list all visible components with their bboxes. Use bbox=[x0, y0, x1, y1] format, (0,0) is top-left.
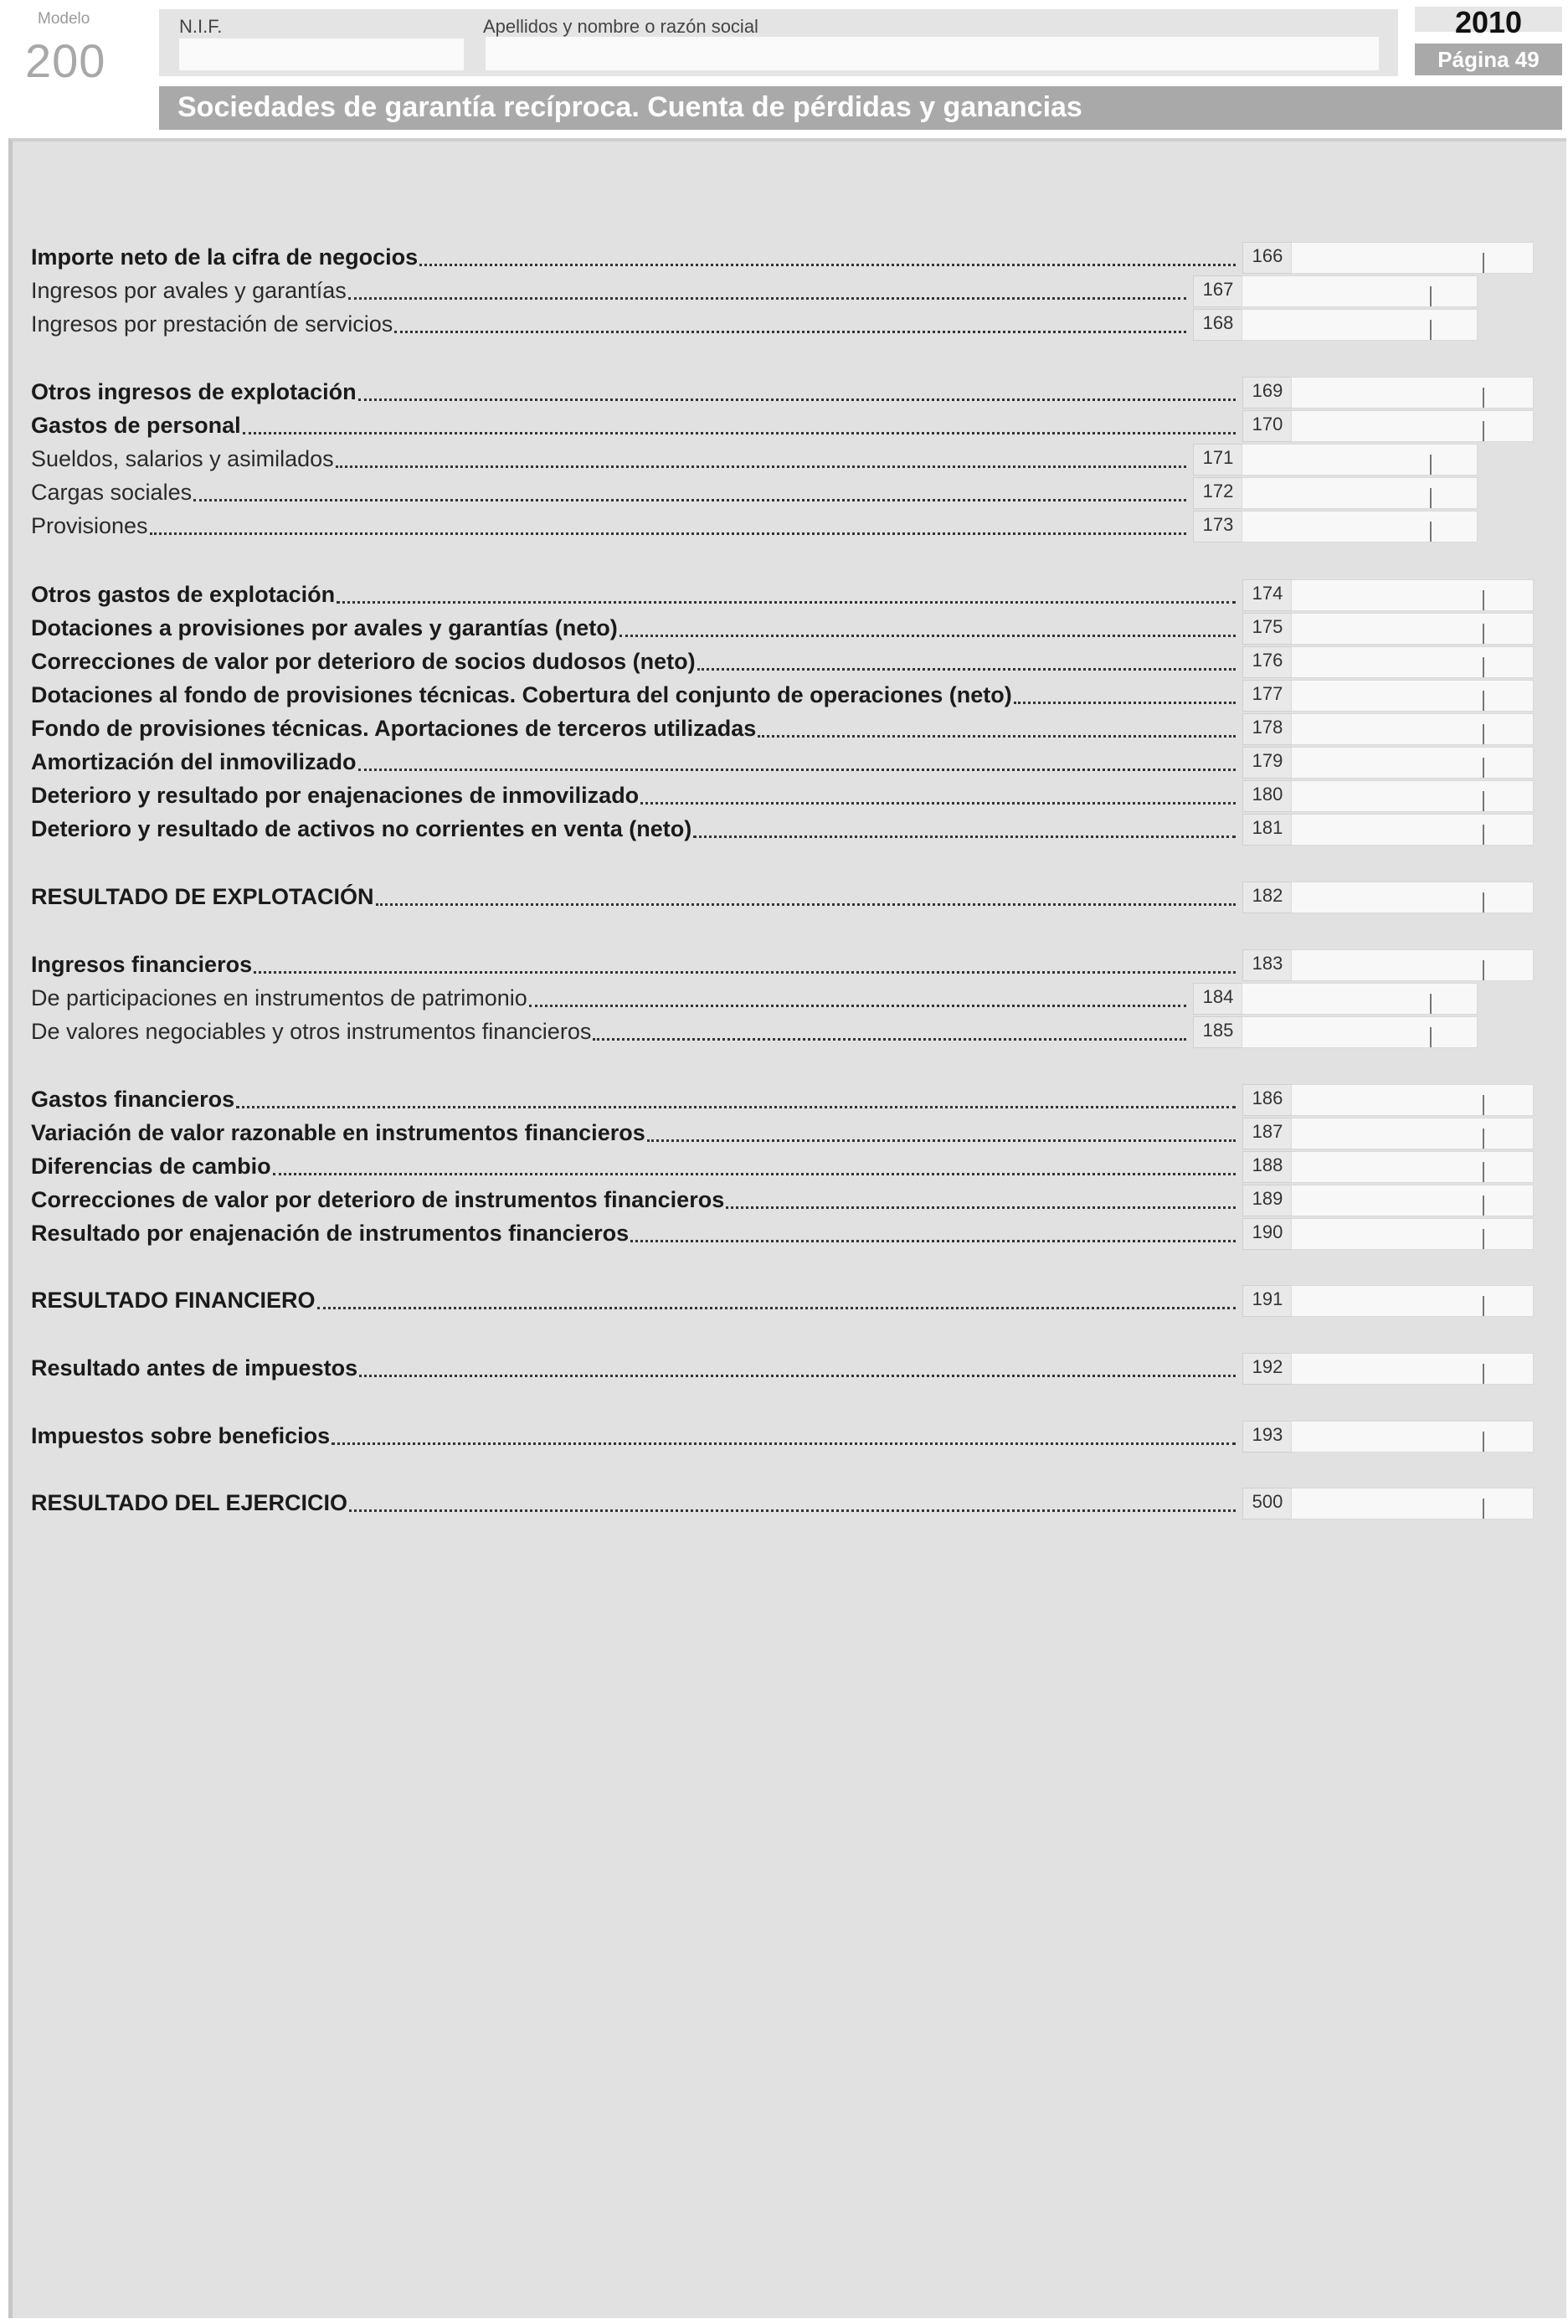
leader-dots bbox=[358, 769, 1236, 771]
box-code: 188 bbox=[1242, 1151, 1293, 1183]
amount-field-192[interactable] bbox=[1291, 1353, 1534, 1385]
amount-field-171[interactable] bbox=[1242, 444, 1478, 476]
row-label: De participaciones en instrumentos de patrimonio bbox=[31, 985, 527, 1010]
decimal-separator-mark bbox=[1483, 421, 1484, 441]
row-label: Fondo de provisiones técnicas. Aportaciones de terceros utilizadas bbox=[31, 716, 757, 741]
form-row-179 bbox=[13, 747, 1566, 777]
form-row-177 bbox=[13, 680, 1566, 710]
decimal-separator-mark bbox=[1483, 1432, 1484, 1452]
box-code: 167 bbox=[1193, 275, 1243, 307]
leader-dots bbox=[376, 903, 1236, 906]
form-row-172 bbox=[13, 477, 1566, 507]
row-label-wrap bbox=[31, 1185, 1236, 1215]
leader-dots bbox=[348, 297, 1186, 300]
amount-field-172[interactable] bbox=[1242, 477, 1478, 509]
leader-dots bbox=[619, 635, 1236, 637]
row-label: Otros ingresos de explotación bbox=[31, 379, 357, 404]
form-row-173 bbox=[13, 511, 1566, 541]
leader-dots bbox=[419, 264, 1236, 266]
decimal-separator-mark bbox=[1483, 758, 1484, 778]
row-label: Otros gastos de explotación bbox=[31, 582, 336, 607]
leader-dots bbox=[243, 432, 1236, 434]
decimal-separator-mark bbox=[1430, 320, 1432, 340]
row-label: Importe neto de la cifra de negocios bbox=[31, 244, 419, 270]
amount-field-175[interactable] bbox=[1291, 613, 1534, 645]
leader-dots bbox=[693, 836, 1236, 838]
name-field[interactable] bbox=[486, 37, 1379, 70]
row-label-wrap bbox=[31, 242, 1236, 272]
amount-field-500[interactable] bbox=[1291, 1488, 1534, 1519]
amount-field-184[interactable] bbox=[1242, 983, 1478, 1015]
row-label-wrap bbox=[31, 410, 1236, 440]
leader-dots bbox=[336, 465, 1186, 468]
row-label-wrap bbox=[31, 1016, 1186, 1046]
row-label: Dotaciones a provisiones por avales y garantías (neto) bbox=[31, 615, 618, 640]
decimal-separator-mark bbox=[1430, 488, 1432, 508]
amount-field-190[interactable] bbox=[1291, 1218, 1534, 1250]
box-code: 500 bbox=[1242, 1488, 1293, 1519]
decimal-separator-mark bbox=[1483, 1162, 1484, 1182]
decimal-separator-mark bbox=[1483, 1364, 1484, 1384]
box-code: 183 bbox=[1242, 949, 1293, 981]
form-row-181 bbox=[13, 814, 1566, 844]
row-label-wrap bbox=[31, 275, 1186, 306]
box-code: 179 bbox=[1242, 747, 1293, 779]
leader-dots bbox=[273, 1173, 1236, 1175]
leader-dots bbox=[630, 1240, 1236, 1242]
row-label-wrap bbox=[31, 747, 1236, 777]
amount-field-179[interactable] bbox=[1291, 747, 1534, 779]
amount-field-173[interactable] bbox=[1242, 511, 1478, 542]
box-code: 180 bbox=[1242, 780, 1293, 812]
leader-dots bbox=[529, 1005, 1186, 1007]
leader-dots bbox=[193, 499, 1186, 501]
amount-field-177[interactable] bbox=[1291, 680, 1534, 712]
row-label-wrap bbox=[31, 882, 1236, 912]
amount-field-187[interactable] bbox=[1291, 1118, 1534, 1149]
form-row-188 bbox=[13, 1151, 1566, 1181]
box-code: 173 bbox=[1193, 511, 1243, 542]
amount-field-186[interactable] bbox=[1291, 1084, 1534, 1116]
page-badge bbox=[1415, 44, 1562, 75]
form-row-184 bbox=[13, 983, 1566, 1013]
amount-field-169[interactable] bbox=[1291, 377, 1534, 409]
leader-dots bbox=[337, 601, 1236, 604]
row-label: Ingresos financieros bbox=[31, 952, 253, 977]
leader-dots bbox=[394, 331, 1186, 333]
form-row-186 bbox=[13, 1084, 1566, 1114]
box-code: 177 bbox=[1242, 680, 1293, 712]
form-row-191 bbox=[13, 1285, 1566, 1315]
decimal-separator-mark bbox=[1483, 1129, 1484, 1149]
nif-label: N.I.F. bbox=[179, 16, 223, 37]
row-label-wrap bbox=[31, 1421, 1236, 1451]
box-code: 191 bbox=[1242, 1285, 1293, 1317]
row-label-wrap bbox=[31, 477, 1186, 507]
amount-field-176[interactable] bbox=[1291, 646, 1534, 678]
decimal-separator-mark bbox=[1483, 724, 1484, 744]
leader-dots bbox=[150, 532, 1186, 535]
form-row-175 bbox=[13, 613, 1566, 643]
row-label-wrap bbox=[31, 309, 1186, 339]
row-label: RESULTADO FINANCIERO bbox=[31, 1288, 316, 1313]
decimal-separator-mark bbox=[1483, 590, 1484, 610]
form-row-500 bbox=[13, 1488, 1566, 1518]
row-label: Cargas sociales bbox=[31, 480, 193, 505]
amount-field-178[interactable] bbox=[1291, 713, 1534, 745]
decimal-separator-mark bbox=[1483, 624, 1484, 644]
box-code: 171 bbox=[1193, 444, 1243, 476]
row-label: Correcciones de valor por deterioro de instrumentos financieros bbox=[31, 1187, 725, 1212]
box-code: 182 bbox=[1242, 882, 1293, 913]
box-code: 184 bbox=[1193, 983, 1243, 1015]
leader-dots bbox=[726, 1206, 1236, 1209]
row-label: Ingresos por prestación de servicios bbox=[31, 311, 393, 337]
decimal-separator-mark bbox=[1430, 1027, 1432, 1047]
name-label: Apellidos y nombre o razón social bbox=[483, 16, 758, 37]
form-row-193 bbox=[13, 1421, 1566, 1451]
decimal-separator-mark bbox=[1430, 286, 1432, 306]
box-code: 168 bbox=[1193, 309, 1243, 341]
year: 2010 bbox=[1454, 5, 1523, 39]
row-label-wrap bbox=[31, 680, 1236, 710]
form-row-192 bbox=[13, 1353, 1566, 1383]
row-label-wrap bbox=[31, 1151, 1236, 1181]
row-label-wrap bbox=[31, 579, 1236, 609]
decimal-separator-mark bbox=[1483, 388, 1484, 408]
box-code: 175 bbox=[1242, 613, 1293, 645]
row-label-wrap bbox=[31, 949, 1236, 979]
page-title: Sociedades de garantía recíproca. Cuenta de pérdidas y ganancias bbox=[177, 91, 1082, 123]
row-label: Diferencias de cambio bbox=[31, 1154, 271, 1179]
leader-dots bbox=[1014, 702, 1236, 704]
row-label: Gastos de personal bbox=[31, 413, 241, 438]
form-panel bbox=[8, 138, 1566, 2318]
row-label: Amortización del inmovilizado bbox=[31, 749, 357, 774]
amount-field-185[interactable] bbox=[1242, 1016, 1478, 1048]
form-row-182 bbox=[13, 882, 1566, 912]
box-code: 187 bbox=[1242, 1118, 1293, 1149]
form-row-170 bbox=[13, 410, 1566, 440]
row-label-wrap bbox=[31, 713, 1236, 743]
leader-dots bbox=[359, 1375, 1236, 1377]
amount-field-188[interactable] bbox=[1291, 1151, 1534, 1183]
row-label-wrap bbox=[31, 444, 1186, 474]
leader-dots bbox=[647, 1139, 1236, 1142]
box-code: 190 bbox=[1242, 1218, 1293, 1250]
form-row-180 bbox=[13, 780, 1566, 810]
box-code: 166 bbox=[1242, 242, 1293, 274]
decimal-separator-mark bbox=[1483, 1499, 1484, 1519]
row-label: Gastos financieros bbox=[31, 1087, 235, 1112]
decimal-separator-mark bbox=[1483, 253, 1484, 273]
modelo-label: Modelo bbox=[38, 10, 90, 28]
title-bar bbox=[159, 86, 1562, 130]
amount-field-174[interactable] bbox=[1291, 579, 1534, 611]
form-row-171 bbox=[13, 444, 1566, 474]
amount-field-182[interactable] bbox=[1291, 882, 1534, 913]
leader-dots bbox=[254, 971, 1236, 974]
form-row-187 bbox=[13, 1118, 1566, 1148]
amount-field-180[interactable] bbox=[1291, 780, 1534, 812]
box-code: 169 bbox=[1242, 377, 1293, 409]
leader-dots bbox=[349, 1509, 1236, 1512]
leader-dots bbox=[758, 735, 1236, 738]
row-label-wrap bbox=[31, 1353, 1236, 1383]
row-label: Dotaciones al fondo de provisiones técnicas. Cobertura del conjunto de operaciones (neto) bbox=[31, 682, 1012, 707]
row-label-wrap bbox=[31, 1218, 1236, 1248]
box-code: 170 bbox=[1242, 410, 1293, 442]
leader-dots bbox=[236, 1106, 1236, 1108]
form-row-167 bbox=[13, 275, 1566, 306]
box-code: 185 bbox=[1193, 1016, 1243, 1048]
form-row-185 bbox=[13, 1016, 1566, 1046]
row-label-wrap bbox=[31, 1285, 1236, 1315]
row-label-wrap bbox=[31, 780, 1236, 810]
decimal-separator-mark bbox=[1483, 1095, 1484, 1115]
decimal-separator-mark bbox=[1483, 960, 1484, 980]
amount-field-183[interactable] bbox=[1291, 949, 1534, 981]
taxpayer-header bbox=[159, 9, 1398, 76]
amount-field-193[interactable] bbox=[1291, 1421, 1534, 1452]
year-box bbox=[1415, 5, 1562, 39]
amount-field-181[interactable] bbox=[1291, 814, 1534, 846]
decimal-separator-mark bbox=[1430, 994, 1432, 1014]
row-label-wrap bbox=[31, 613, 1236, 643]
amount-field-191[interactable] bbox=[1291, 1285, 1534, 1317]
row-label: Deterioro y resultado de activos no corrientes en venta (neto) bbox=[31, 816, 692, 841]
form-row-169 bbox=[13, 377, 1566, 407]
row-label-wrap bbox=[31, 646, 1236, 676]
row-label: Variación de valor razonable en instrumentos financieros bbox=[31, 1120, 645, 1145]
row-label-wrap bbox=[31, 1118, 1236, 1148]
nif-field[interactable] bbox=[179, 39, 464, 70]
box-code: 186 bbox=[1242, 1084, 1293, 1116]
box-code: 181 bbox=[1242, 814, 1293, 846]
decimal-separator-mark bbox=[1483, 892, 1484, 913]
row-label: Impuestos sobre beneficios bbox=[31, 1423, 331, 1448]
form-row-174 bbox=[13, 579, 1566, 609]
decimal-separator-mark bbox=[1483, 657, 1484, 677]
form-row-178 bbox=[13, 713, 1566, 743]
amount-field-168[interactable] bbox=[1242, 309, 1478, 341]
row-label: Ingresos por avales y garantías bbox=[31, 278, 347, 303]
box-code: 172 bbox=[1193, 477, 1243, 509]
amount-field-167[interactable] bbox=[1242, 275, 1478, 307]
leader-dots bbox=[317, 1307, 1236, 1309]
amount-field-189[interactable] bbox=[1291, 1185, 1534, 1216]
row-label: Resultado por enajenación de instrumentos financieros bbox=[31, 1221, 630, 1246]
row-label-wrap bbox=[31, 511, 1186, 541]
box-code: 178 bbox=[1242, 713, 1293, 745]
row-label: Provisiones bbox=[31, 513, 148, 538]
row-label-wrap bbox=[31, 377, 1236, 407]
row-label-wrap bbox=[31, 1488, 1236, 1518]
row-label: RESULTADO DE EXPLOTACIÓN bbox=[31, 884, 374, 909]
form-row-189 bbox=[13, 1185, 1566, 1215]
row-label: RESULTADO DEL EJERCICIO bbox=[31, 1490, 348, 1515]
decimal-separator-mark bbox=[1430, 455, 1432, 475]
row-label: Resultado antes de impuestos bbox=[31, 1355, 358, 1381]
row-label-wrap bbox=[31, 814, 1236, 844]
box-code: 192 bbox=[1242, 1353, 1293, 1385]
decimal-separator-mark bbox=[1483, 1195, 1484, 1216]
box-code: 193 bbox=[1242, 1421, 1293, 1452]
form-row-176 bbox=[13, 646, 1566, 676]
row-label: Sueldos, salarios y asimilados bbox=[31, 446, 334, 471]
modelo-number: 200 bbox=[25, 34, 106, 87]
decimal-separator-mark bbox=[1483, 1229, 1484, 1249]
leader-dots bbox=[697, 668, 1236, 671]
amount-field-170[interactable] bbox=[1291, 410, 1534, 442]
leader-dots bbox=[593, 1038, 1186, 1041]
leader-dots bbox=[640, 802, 1236, 805]
leader-dots bbox=[358, 398, 1236, 401]
form-row-168 bbox=[13, 309, 1566, 339]
box-code: 176 bbox=[1242, 646, 1293, 678]
row-label: Deterioro y resultado por enajenaciones de inmovilizado bbox=[31, 783, 640, 808]
decimal-separator-mark bbox=[1483, 691, 1484, 711]
form-row-166 bbox=[13, 242, 1566, 272]
row-label-wrap bbox=[31, 983, 1186, 1013]
page-number: Página 49 bbox=[1437, 47, 1540, 72]
row-label: Correcciones de valor por deterioro de socios dudosos (neto) bbox=[31, 649, 696, 674]
form-row-183 bbox=[13, 949, 1566, 979]
decimal-separator-mark bbox=[1483, 791, 1484, 811]
box-code: 174 bbox=[1242, 579, 1293, 611]
decimal-separator-mark bbox=[1483, 1296, 1484, 1316]
decimal-separator-mark bbox=[1430, 522, 1432, 542]
decimal-separator-mark bbox=[1483, 825, 1484, 845]
row-label-wrap bbox=[31, 1084, 1236, 1114]
leader-dots bbox=[332, 1442, 1236, 1445]
row-label: De valores negociables y otros instrumentos financieros bbox=[31, 1019, 592, 1044]
amount-field-166[interactable] bbox=[1291, 242, 1534, 274]
form-row-190 bbox=[13, 1218, 1566, 1248]
box-code: 189 bbox=[1242, 1185, 1293, 1216]
